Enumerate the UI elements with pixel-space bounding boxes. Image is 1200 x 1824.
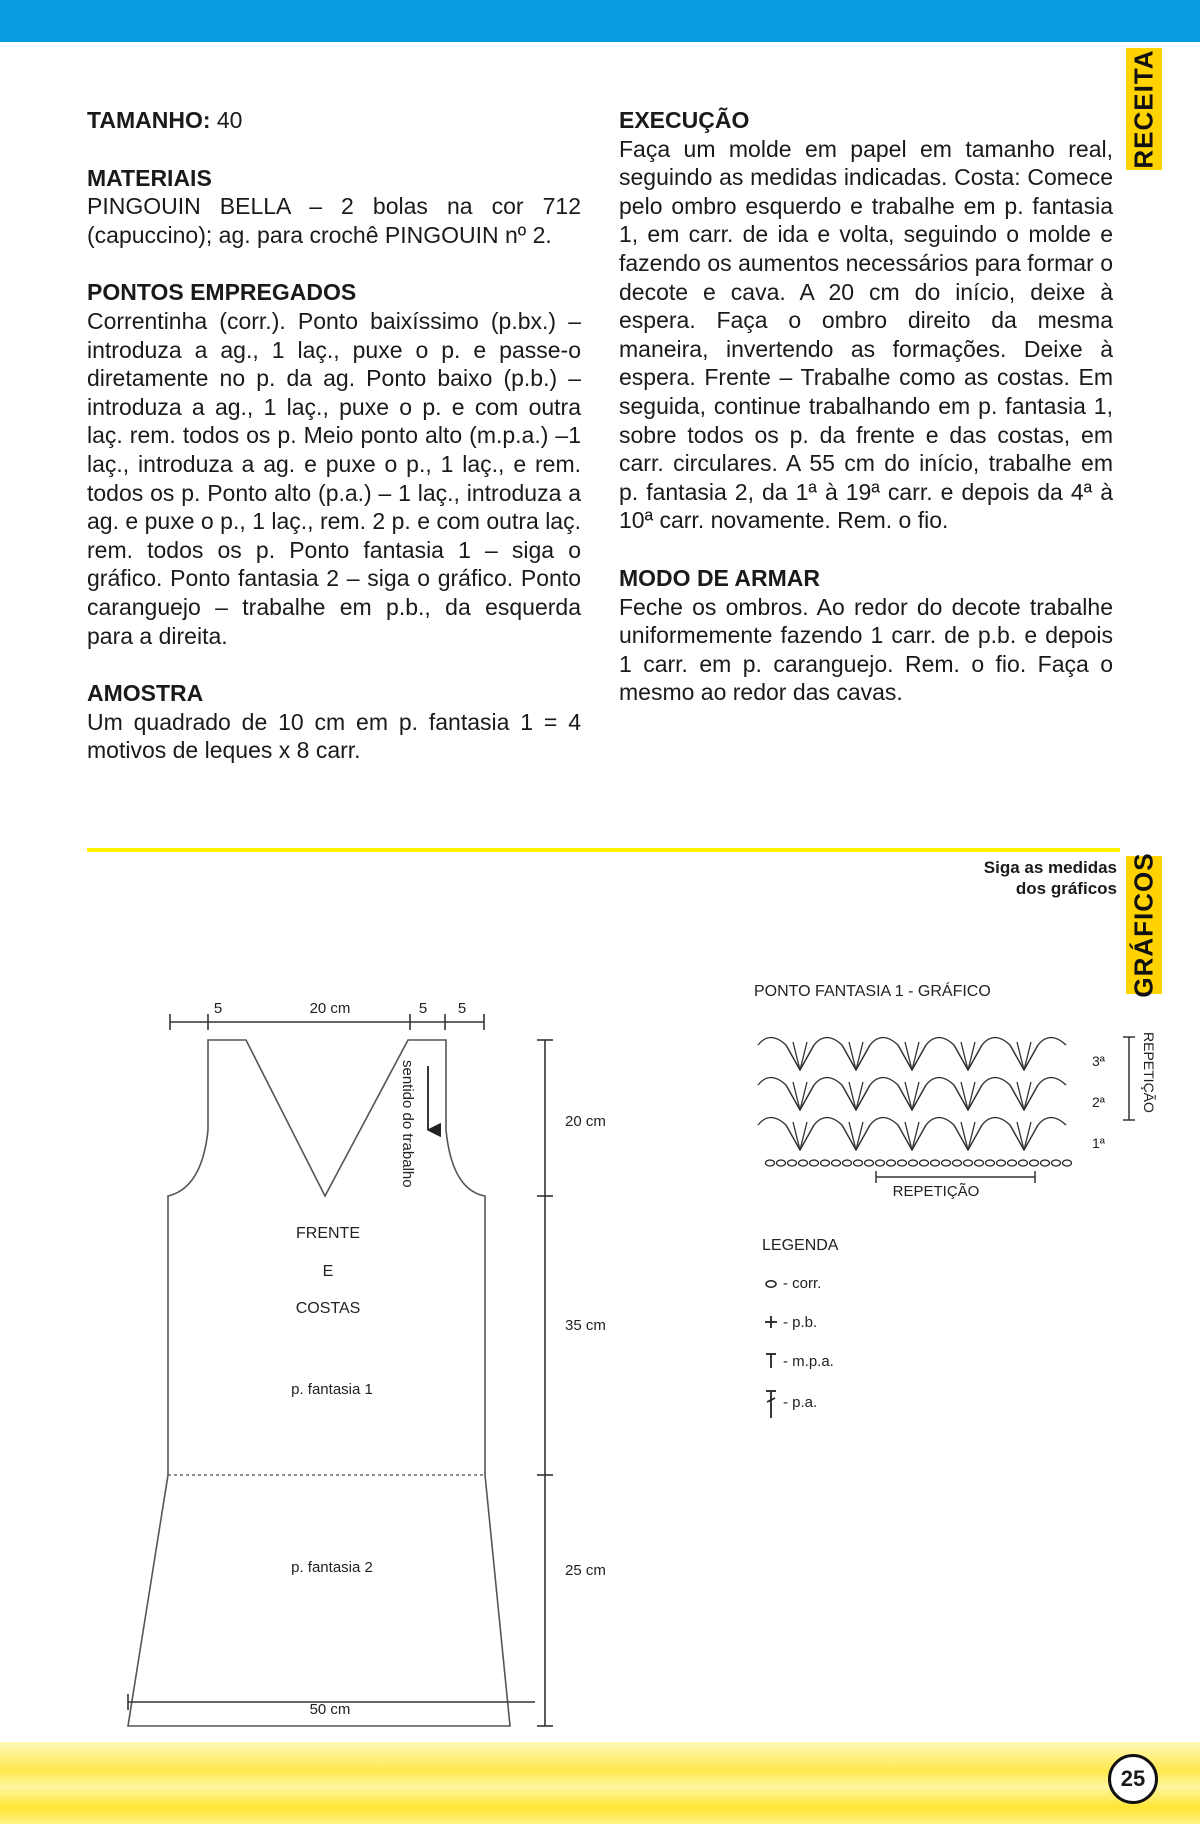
stitch-chart-title: PONTO FANTASIA 1 - GRÁFICO <box>754 983 991 1000</box>
piece-label-3: COSTAS <box>295 1300 361 1317</box>
stitches-heading: PONTOS EMPREGADOS <box>87 279 357 306</box>
side-repeat-bracket <box>1123 1037 1135 1120</box>
size-value: 40 <box>216 107 243 133</box>
legend-title: LEGENDA <box>762 1237 839 1254</box>
bottom-repeat-bracket <box>876 1171 1035 1183</box>
bottom-decorative-band <box>0 1742 1200 1824</box>
upper-stitch-label: p. fantasia 1 <box>291 1381 373 1398</box>
sample-heading: AMOSTRA <box>87 680 204 707</box>
bottom-measure: 50 cm <box>309 1701 351 1718</box>
bottom-repeat-label: REPETIÇÃO <box>892 1183 980 1200</box>
legend-item-2: - p.b. <box>783 1314 818 1331</box>
assembly-text: Feche os ombros. Ao redor do decote trabalhe uniformemente fazendo 1 carr. de p.b. e depois 1 carr. em p. caranguejo. Rem. o fio. Faça o mesmo ao redor das cavas. <box>619 593 1113 706</box>
top-measure-4: 5 <box>457 1000 467 1017</box>
fan-row-1 <box>758 1118 1066 1151</box>
fan-row-2 <box>758 1078 1066 1111</box>
sample-text: Um quadrado de 10 cm em p. fantasia 1 = 4 motivos de leques x 8 carr. <box>87 708 581 764</box>
charts-note-line1: Siga as medidas <box>983 858 1117 877</box>
piece-label-1: FRENTE <box>296 1225 360 1242</box>
row-label-1: 1ª <box>1092 1135 1105 1151</box>
half-double-crochet-icon <box>766 1354 776 1368</box>
lower-stitch-label: p. fantasia 2 <box>291 1559 373 1576</box>
double-crochet-icon <box>766 1391 776 1418</box>
top-measure-2: 20 cm <box>309 1000 351 1017</box>
charts-tab-label: GRÁFICOS <box>1128 852 1159 998</box>
execution-text: Faça um molde em papel em tamanho real, seguindo as medidas indicadas. Costa: Comece pelo ombro esquerdo e trabalhe em p. fantasia 1, em carr. de ida e volta, seguindo o molde e fazendo os aumentos necessários para formar o decote e cava. A 20 cm do início, deixe à espera. Faça o ombro direito da mesma maneira, invertendo as formações. Deixe à espera. Frente – Trabalhe como as costas. Em seguida, continue trabalhando em p. fantasia 1, sobre todos os p. da frente e das costas, em carr. circulares. A 55 cm do início, trabalhe em p. fantasia 2, da 1ª à 19ª carr. e depois da 4ª à 10ª carr. novamente. Rem. o fio. <box>619 135 1113 534</box>
height-measure-3: 25 cm <box>565 1562 606 1579</box>
assembly-heading: MODO DE ARMAR <box>619 564 821 591</box>
piece-label-2: E <box>322 1263 334 1280</box>
foundation-chain-row <box>766 1160 1072 1166</box>
recipe-tab-label: RECEITA <box>1128 49 1159 169</box>
direction-label: sentido do trabalho <box>399 1060 416 1188</box>
height-measure-2: 35 cm <box>565 1317 606 1334</box>
top-measure-1: 5 <box>213 1000 223 1017</box>
row-label-2: 2ª <box>1092 1094 1105 1110</box>
single-crochet-icon <box>765 1316 777 1328</box>
height-measure-1: 20 cm <box>565 1113 606 1130</box>
chain-stitch-icon <box>766 1281 776 1287</box>
materials-text: PINGOUIN BELLA – 2 bolas na cor 712 (capuccino); ag. para crochê PINGOUIN nº 2. <box>87 193 581 248</box>
legend-item-1: - corr. <box>783 1275 822 1292</box>
garment-schematic <box>128 1000 606 1726</box>
side-repeat-label: REPETIÇÃO <box>1141 1032 1157 1113</box>
execution-heading: EXECUÇÃO <box>619 107 750 133</box>
row-label-3: 3ª <box>1092 1053 1105 1069</box>
size-label: TAMANHO: <box>87 107 211 133</box>
stitches-text: Correntinha (corr.). Ponto baixíssimo (p.bx.) – introduza a ag., 1 laç., puxe o p. e passe-o diretamente no p. da ag. Ponto baixo (p.b.) – introduza a ag., 1 laç., puxe o p. e com outra laç. rem. todos os p. Meio ponto alto (m.p.a.) –1 laç., introduza a ag. e puxe o p., 1 laç., e rem. todos os p. Ponto alto (p.a.) – 1 laç., introduza a ag. e puxe o p., 1 laç., rem. 2 p. e com outra laç. rem. todos os p. Ponto fantasia 1 – siga o gráfico. Ponto fantasia 2 – siga o gráfico. Ponto caranguejo – trabalhe em p.b., da esquerda para a direita. <box>87 307 581 649</box>
fan-row-3 <box>758 1038 1066 1071</box>
stitch-chart <box>754 981 1157 1418</box>
page-number: 25 <box>1108 1754 1158 1804</box>
materials-heading: MATERIAIS <box>87 164 212 191</box>
charts-note-line2: dos gráficos <box>1015 879 1117 898</box>
top-measure-3: 5 <box>418 1000 428 1017</box>
height-measure-line <box>537 1040 553 1726</box>
legend-item-4: - p.a. <box>783 1394 818 1411</box>
legend-item-3: - m.p.a. <box>783 1353 834 1370</box>
